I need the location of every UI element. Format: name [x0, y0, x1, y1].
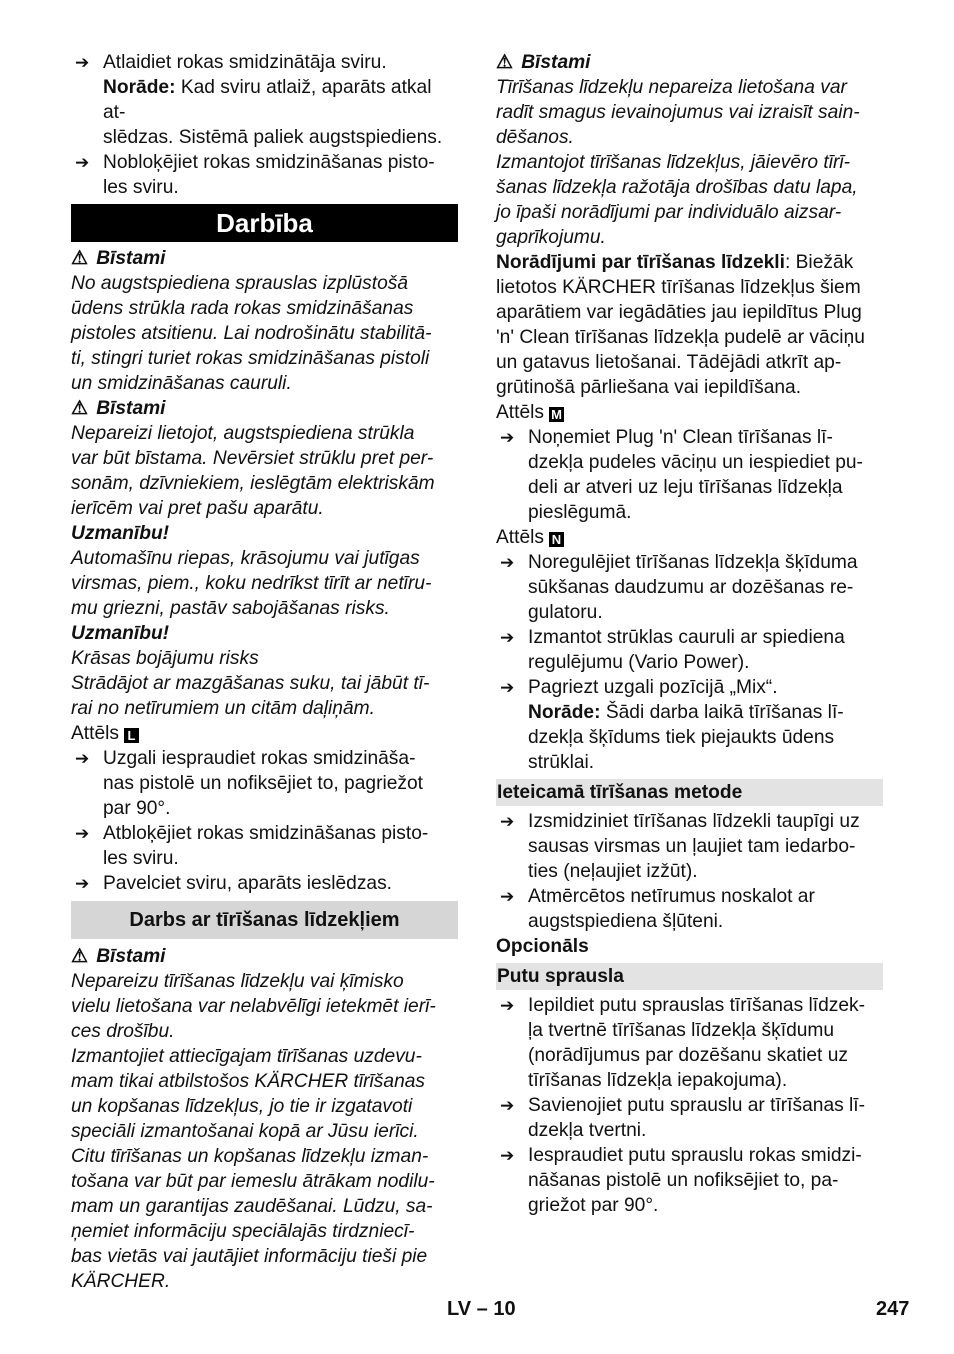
step-insert-nozzle [71, 746, 458, 821]
step-unlock-lever [71, 821, 458, 871]
arrow-icon: ➔ [500, 628, 515, 647]
text-line: ūdens strūkla rada rokas smidzināšanas [71, 298, 414, 319]
section-heading-operation: Darbība [71, 204, 458, 242]
step-text [528, 675, 883, 700]
note-continuation [71, 125, 458, 150]
footer-language: LV [447, 1298, 472, 1320]
arrow-icon: ➔ [75, 874, 90, 893]
footer-section-page: – 10 [476, 1298, 516, 1320]
text-line: Savienojiet putu sprauslu ar tīrīšanas lī- [528, 1095, 866, 1116]
right-column [496, 50, 883, 1218]
note-paragraph [496, 700, 883, 725]
text-line: augstspiediena šļūteni. [528, 911, 724, 932]
text-line: bas vietās vai jautājiet informāciju tieši pie [71, 1246, 428, 1267]
text-line: Pavelciet sviru, aparāts ieslēdzas. [103, 873, 393, 894]
warning-triangle-icon: ⚠ [71, 398, 89, 419]
step-insert-foam-nozzle [496, 1143, 883, 1218]
text-line: dzekļa pudeles vāciņu un iespiediet pu- [528, 452, 863, 473]
text-line: dēšanos. [496, 127, 574, 148]
text-line: radīt smagus ievainojumus vai izraisīt sain- [496, 102, 860, 123]
step-text [528, 1143, 883, 1218]
arrow-icon: ➔ [500, 1096, 515, 1115]
caution-title: Uzmanību! [71, 523, 170, 544]
text-line: Pagriezt uzgali pozīcijā „Mix“. [528, 677, 778, 698]
step-release-lever [71, 50, 458, 75]
text-line: rai no netīrumiem un citām daļiņām. [71, 698, 375, 719]
text-line: pistoles atsitienu. Lai nodrošinātu stabilitā- [71, 323, 432, 344]
text-line: speciāli izmantošanai kopā ar Jūsu ierīci. [71, 1121, 419, 1142]
text-line: ļa tvertnē tīrīšanas līdzekļa šķīdumu [528, 1020, 835, 1041]
arrow-icon: ➔ [75, 749, 90, 768]
text-line: deli ar atveri uz leju tīrīšanas līdzekļa [528, 477, 843, 498]
text-line: les sviru. [103, 177, 179, 198]
footer-page-number: 247 [876, 1298, 910, 1320]
text-line: les sviru. [103, 848, 179, 869]
step-text [528, 809, 883, 884]
step-text [103, 150, 458, 200]
note-text: Šādi darba laikā tīrīšanas lī- [600, 702, 844, 723]
text-line: Tīrīšanas līdzekļu nepareiza lietošana var [496, 77, 847, 98]
text-line: Izmantot strūklas cauruli ar spiediena [528, 627, 845, 648]
text-line: Nepareizi lietojot, augstspiediena strūkla [71, 423, 415, 444]
arrow-icon: ➔ [500, 1146, 515, 1165]
subheading-foam-nozzle: Putu sprausla [496, 963, 883, 990]
arrow-icon: ➔ [500, 428, 515, 447]
step-use-vario-lance [496, 625, 883, 675]
text-line: nāšanas pistolē un nofiksējiet to, pa- [528, 1170, 839, 1191]
arrow-icon: ➔ [75, 824, 90, 843]
section-heading-detergents: Darbs ar tīrīšanas līdzekļiem [71, 901, 458, 939]
step-connect-foam-nozzle [496, 1093, 883, 1143]
detergent-notes-continuation [496, 275, 883, 400]
step-text [528, 550, 883, 625]
step-text [103, 821, 458, 871]
text-line: slēdzas. Sistēmā paliek augstspiediens. [103, 127, 443, 148]
warning-title-text: Bīstami [96, 248, 166, 269]
text-line: tošana var būt par iemeslu ātrākam nodilu- [71, 1171, 435, 1192]
warning-title [71, 396, 458, 421]
step-text [103, 871, 458, 896]
text-line: Iepildiet putu sprauslas tīrīšanas līdzek- [528, 995, 866, 1016]
step-text [103, 746, 458, 821]
text-line: Izmantojiet attiecīgajam tīrīšanas uzdevu- [71, 1046, 422, 1067]
warning-title-text: Bīstami [96, 398, 166, 419]
figure-reference [496, 400, 883, 425]
warning-text [71, 271, 458, 396]
warning-text [496, 75, 883, 250]
text-line: No augstspiediena sprauslas izplūstošā [71, 273, 409, 294]
text-line: KÄRCHER. [71, 1271, 171, 1292]
text-line: sonām, dzīvniekiem, ieslēgtām elektriskām [71, 473, 435, 494]
step-text [528, 884, 883, 934]
text-line: Nepareizu tīrīšanas līdzekļu vai ķīmisko [71, 971, 404, 992]
text-line: gulatoru. [528, 602, 603, 623]
text-line: (norādījumus par dozēšanu skatiet uz [528, 1045, 848, 1066]
warning-title [71, 246, 458, 271]
warning-text [71, 421, 458, 521]
text-line: Noņemiet Plug 'n' Clean tīrīšanas lī- [528, 427, 833, 448]
figure-letter-box: L [124, 728, 139, 743]
text-line: un kopšanas līdzekļus, jo tie ir izgatavoti [71, 1096, 413, 1117]
text-line: ces drošību. [71, 1021, 175, 1042]
text-line: sūkšanas daudzumu ar dozēšanas re- [528, 577, 854, 598]
step-text [528, 1093, 883, 1143]
text-line: ties (neļaujiet izžūt). [528, 861, 698, 882]
arrow-icon: ➔ [500, 887, 515, 906]
text-line: Atbloķējiet rokas smidzināšanas pisto- [103, 823, 429, 844]
text-line: nas pistolē un nofiksējiet to, pagriežot [103, 773, 423, 794]
text-line: dzekļa tvertni. [528, 1120, 647, 1141]
detergent-notes-paragraph [496, 250, 883, 275]
text-line: sausas virsmas un ļaujiet tam iedarbo- [528, 836, 856, 857]
text-line: Strādājot ar mazgāšanas suku, tai jābūt tī- [71, 673, 430, 694]
text-line: un smidzināšanas cauruli. [71, 373, 292, 394]
text-line: var būt bīstama. Nevērsiet strūklu pret per- [71, 448, 434, 469]
text-line: dzekļa šķīdums tiek piejaukts ūdens [528, 727, 835, 748]
figure-reference [71, 721, 458, 746]
arrow-icon: ➔ [500, 553, 515, 572]
arrow-icon: ➔ [500, 996, 515, 1015]
text-line: Automašīnu riepas, krāsojumu vai jutīgas [71, 548, 420, 569]
text-line: ti, stingri turiet rokas smidzināšanas pistoli [71, 348, 430, 369]
step-text [103, 50, 458, 75]
text-line: ierīcēm vai pret pašu aparātu. [71, 498, 324, 519]
text-line: lietotos KÄRCHER tīrīšanas līdzekļus šiem [496, 277, 861, 298]
text-line: ņemiet informāciju speciālajās tirdzniecī- [71, 1221, 415, 1242]
text-line: Izmantojot tīrīšanas līdzekļus, jāievēro tīrī- [496, 152, 851, 173]
text-line: gaprīkojumu. [496, 227, 606, 248]
text-line: vielu lietošana var nelabvēlīgi ietekmēt ierī- [71, 996, 436, 1017]
figure-label: Attēls [496, 527, 544, 548]
text-line: Uzgali iespraudiet rokas smidzināša- [103, 748, 416, 769]
step-adjust-dosing [496, 550, 883, 625]
text-line: šanas līdzekļa ražotāja drošības datu lapa, [496, 177, 858, 198]
step-text [528, 425, 883, 525]
text-line: virsmas, piem., koku nedrīkst tīrīt ar netīru- [71, 573, 432, 594]
text-line: aparātiem var iegādāties jau iepildītus Plug [496, 302, 862, 323]
text-line: grūtinošā pārliešana vai iepildīšana. [496, 377, 802, 398]
warning-title-text: Bīstami [521, 52, 591, 73]
text-line: pieslēgumā. [528, 502, 632, 523]
text-line: Citu tīrīšanas un kopšanas līdzekļu izman- [71, 1146, 429, 1167]
text-line: Krāsas bojājumu risks [71, 648, 259, 669]
text-line: mam tikai atbilstošos KÄRCHER tīrīšanas [71, 1071, 426, 1092]
figure-letter-box: M [549, 407, 564, 422]
note-label: Norāde: [103, 77, 176, 98]
text-line: un gatavus lietošanai. Tādējādi atkrīt ap- [496, 352, 842, 373]
note-text: Kad sviru atlaiž, aparāts atkal at- [103, 77, 432, 123]
warning-title-text: Bīstami [96, 946, 166, 967]
figure-reference [496, 525, 883, 550]
caution-text [71, 546, 458, 621]
text-line: Iespraudiet putu sprauslu rokas smidzi- [528, 1145, 862, 1166]
warning-triangle-icon: ⚠ [71, 248, 89, 269]
caution-text [71, 646, 458, 721]
text-line: Nobloķējiet rokas smidzināšanas pisto- [103, 152, 435, 173]
text-line: mam un garantijas zaudēšanai. Lūdzu, sa- [71, 1196, 433, 1217]
arrow-icon: ➔ [75, 53, 90, 72]
warning-triangle-icon: ⚠ [71, 946, 89, 967]
note-label: Norāde: [528, 702, 601, 723]
optional-heading: Opcionāls [496, 936, 589, 957]
step-turn-to-mix [496, 675, 883, 700]
warning-triangle-icon: ⚠ [496, 52, 514, 73]
text-line: Atlaidiet rokas smidzinātāja sviru. [103, 52, 387, 73]
figure-label: Attēls [71, 723, 119, 744]
text-line: Atmērcētos netīrumus noskalot ar [528, 886, 815, 907]
note-continuation [496, 725, 883, 775]
note-paragraph [71, 75, 458, 125]
text-line: griežot par 90°. [528, 1195, 659, 1216]
step-lock-lever [71, 150, 458, 200]
text-line: jo īpaši norādījumi par individuālo aizsar- [496, 202, 842, 223]
footer-language-page [447, 1297, 516, 1322]
text-line: regulējumu (Vario Power). [528, 652, 750, 673]
warning-text [71, 969, 458, 1294]
arrow-icon: ➔ [500, 678, 515, 697]
figure-letter-box: N [549, 532, 564, 547]
figure-label: Attēls [496, 402, 544, 423]
step-text [528, 625, 883, 675]
caution-title: Uzmanību! [71, 623, 170, 644]
left-column [71, 50, 458, 1294]
text-line: par 90°. [103, 798, 171, 819]
step-fill-foam-tank [496, 993, 883, 1093]
step-remove-cap [496, 425, 883, 525]
arrow-icon: ➔ [500, 812, 515, 831]
text-line: tīrīšanas līdzekļa iepakojuma). [528, 1070, 788, 1091]
text-line: 'n' Clean tīrīšanas līdzekļa pudelē ar vāciņu [496, 327, 865, 348]
step-pull-lever [71, 871, 458, 896]
warning-title [71, 944, 458, 969]
warning-title [496, 50, 883, 75]
text-line: Noregulējiet tīrīšanas līdzekļa šķīduma [528, 552, 858, 573]
step-text [528, 993, 883, 1093]
subheading-recommended-method: Ieteicamā tīrīšanas metode [496, 779, 883, 806]
arrow-icon: ➔ [75, 153, 90, 172]
detergent-notes-label: Norādījumi par tīrīšanas līdzekli [496, 252, 785, 273]
step-rinse-dirt [496, 884, 883, 934]
step-spray-detergent [496, 809, 883, 884]
text-line: mu griezni, pastāv sabojāšanas risks. [71, 598, 390, 619]
text-line: Izsmidziniet tīrīšanas līdzekli taupīgi uz [528, 811, 860, 832]
detergent-notes-text: : Biežāk [784, 252, 854, 273]
text-line: strūklai. [528, 752, 595, 773]
